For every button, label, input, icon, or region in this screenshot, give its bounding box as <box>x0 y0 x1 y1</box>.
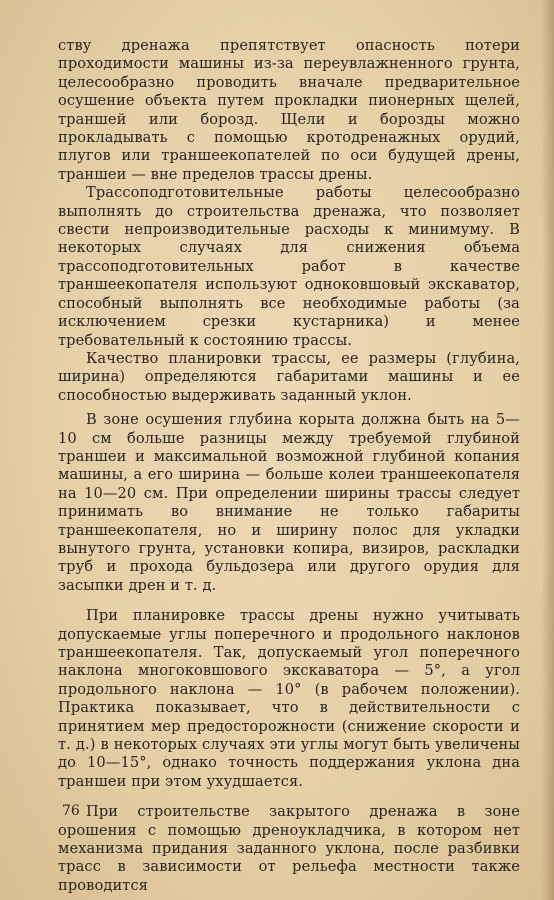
page-number: 76 <box>62 803 80 819</box>
page-body-text <box>58 37 520 895</box>
paragraph-3: Качество планировки трассы, ее размеры (глубина, ширина) определяются габаритами машины и ее способностью выдерживать заданный уклон. <box>58 349 520 404</box>
paragraph-2: Трассоподготовительные работы целесообразно выполнять до строительства дренажа, что позволяет свести непроизводительные расходы к минимуму. В некоторых случаях для снижения объема трассоподготовительных работ в качестве траншеекопателя используют одноковшовый экскаватор, способный выполнять все необходимые работы (за исключением срезки кустарника) и менее требовательный к состоянию трассы. <box>58 184 520 349</box>
paragraph-1: ству дренажа препятствует опасность потери проходимости машины из-за переувлажненного грунта, целесообразно проводить вначале предварительное осушение объекта путем прокладки пионерных щелей, траншей или борозд. Щели и борозды можно прокладывать с помощью кротодренажных орудий, плугов или траншеекопателей по оси будущей дрены, траншеи — вне пределов трассы дрены. <box>58 37 520 183</box>
paragraph-5: При планировке трассы дрены нужно учитывать допускаемые углы поперечного и продольного наклонов траншеекопателя. Так, допускаемый угол поперечного наклона многоковшового экскаватора — 5°, а угол продольного наклона — 10° (в рабочем положении). Практика показывает, что в действительности с принятием мер предосторожности (снижение скорости и т. д.) в некоторых случаях эти углы могут быть увеличены до 10—15°, однако точность поддержания уклона дна траншеи при этом ухудшается. <box>58 607 520 790</box>
paragraph-4: В зоне осушения глубина корыта должна быть на 5—10 см больше разницы между требуемой глубиной траншеи и максимальной возможной глубиной копания машины, а его ширина — больше колеи траншеекопателя на 10—20 см. При определении ширины трассы следует принимать во внимание не только габариты траншеекопателя, но и ширину полос для укладки вынутого грунта, установки копира, визиров, раскладки труб и прохода бульдозера или другого орудия для засыпки дрен и т. д. <box>58 411 520 594</box>
paragraph-6: При строительстве закрытого дренажа в зоне орошения с помощью дреноукладчика, в котором нет механизма придания заданного уклона, после разбивки трасс в зависимости от рельефа местности также проводится <box>58 803 520 894</box>
page-edge-shadow <box>542 0 554 900</box>
